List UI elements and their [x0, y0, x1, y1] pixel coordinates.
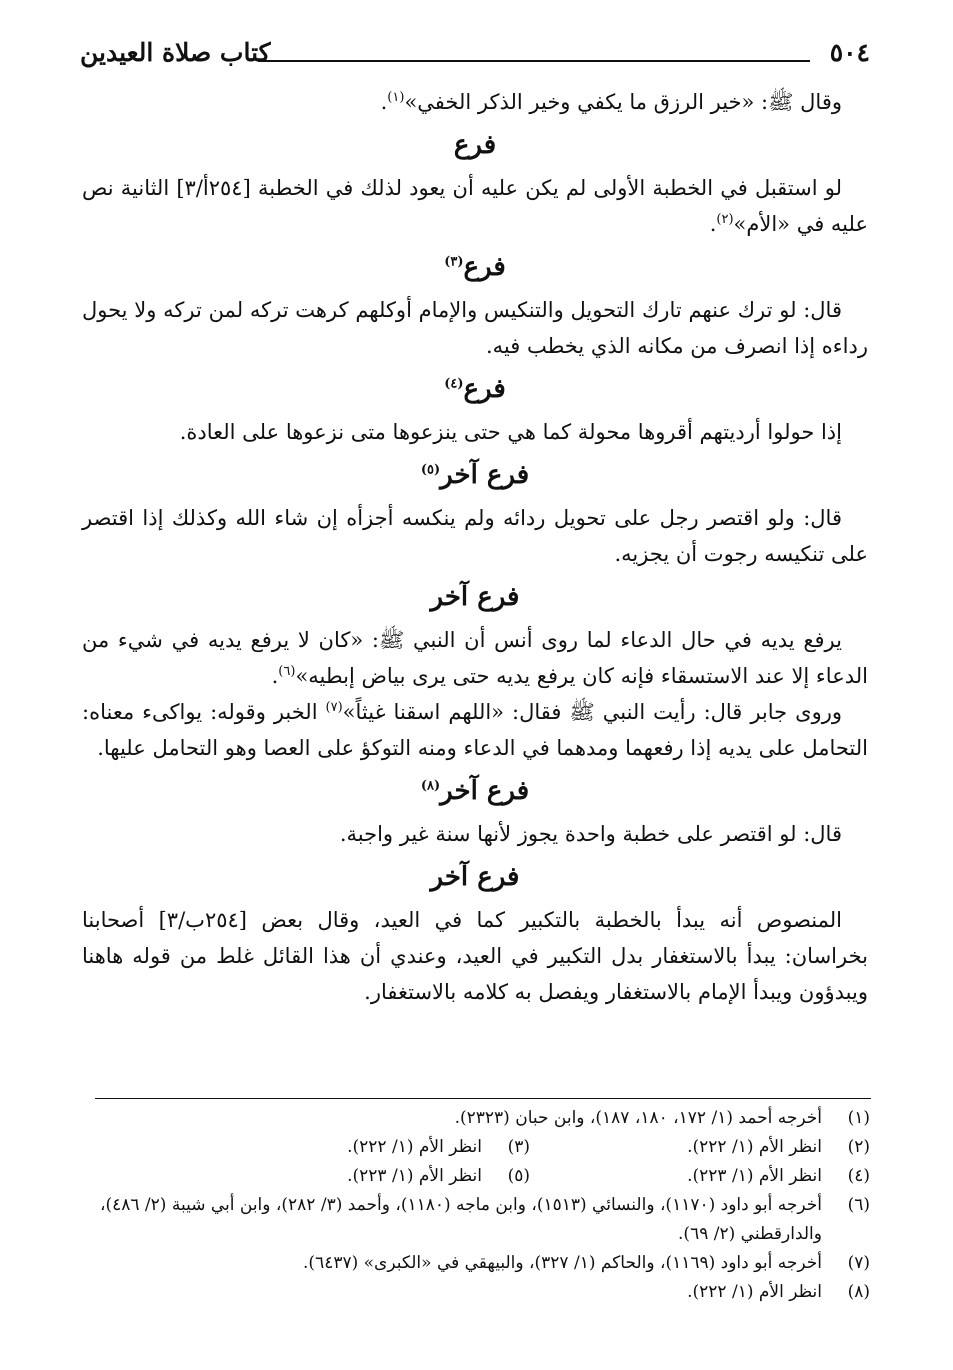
- section-heading-6: فرع آخر$^{(٨)}$: [420, 776, 530, 806]
- page-number: ٥٠٤: [829, 38, 870, 67]
- section-heading-1: فرع: [453, 130, 497, 160]
- section-heading-3: فرع$^{(٤)}$: [444, 374, 506, 404]
- footnote-ref-2: (٢): [716, 212, 734, 227]
- paragraph-3: قال: لو ترك عنهم تارك التحويل والتنكيس والإمام أوكلهم كرهت تركه لمن تركه ولا يحول رداءه إذا انصرف من مكانه الذي يخطب فيه.: [82, 298, 868, 358]
- running-header: [80, 34, 870, 78]
- section-heading-5: فرع آخر: [430, 582, 520, 612]
- footnote-row-4-5: [90, 1162, 870, 1191]
- footnote-1: (١) أخرجه أحمد (١/ ١٧٢، ١٨٠، ١٨٧)، وابن حبان (٢٣٢٣).: [454, 1108, 870, 1128]
- footnote-7: (٧) أخرجه أبو داود (١١٦٩)، والحاكم (١/ ٣٢٧)، والبيهقي في «الكبرى» (٦٤٣٧).: [303, 1253, 870, 1273]
- paragraph-8: قال: لو اقتصر على خطبة واحدة يجوز لأنها سنة غير واجبة.: [339, 822, 842, 846]
- section-heading-7: فرع آخر: [430, 862, 520, 892]
- footnote-8: (٨) انظر الأم (١/ ٢٢٢).: [687, 1282, 870, 1302]
- footnote-ref-4: (٤): [444, 376, 464, 392]
- footnote-ref-3: (٣): [444, 254, 464, 270]
- section-heading-2: فرع$^{(٣)}$: [444, 252, 506, 282]
- footnote-ref-8: (٨): [420, 778, 441, 794]
- footnote-ref-7: (٧): [325, 700, 343, 715]
- footnote-ref-5: (٥): [420, 462, 441, 478]
- paragraph-2: لو استقبل في الخطبة الأولى لم يكن عليه أن يعود لذلك في الخطبة [٢٥٤أ/٣] الثانية نص عليه في «الأم»$^{(٢)}$.: [82, 176, 868, 236]
- footnote-5: (٥) انظر الأم (١/ ٢٢٣).: [347, 1166, 530, 1186]
- paragraph-5: قال: ولو اقتصر رجل على تحويل ردائه ولم ينكسه أجزأه إن شاء الله وكذلك إذا اقتصر على تنكيسه رجوت أن يجزيه.: [82, 506, 868, 566]
- paragraph-9: المنصوص أنه يبدأ بالخطبة بالتكبير كما في العيد، وقال بعض [٢٥٤ب/٣] أصحابنا بخراسان: يبدأ بالاستغفار بدل التكبير في العيد، وعندي أن هذا القائل غلط من قوله هاهنا ويبدؤون ويبدأ الإمام بالاستغفار ويفصل به كلامه بالاستغفار.: [82, 908, 868, 1004]
- footnote-3: (٣) انظر الأم (١/ ٢٢٢).: [347, 1137, 530, 1157]
- paragraph-1: وقال ﷺ: «خير الرزق ما يكفي وخير الذكر الخفي»$^{(١)}$.: [380, 90, 842, 114]
- header-rule: [258, 60, 810, 62]
- section-heading-4: فرع آخر$^{(٥)}$: [420, 460, 530, 490]
- paragraph-7: وروى جابر قال: رأيت النبي ﷺ فقال: «اللهم اسقنا غيثاً»$^{(٧)}$ الخبر وقوله: يواكىء معناه: التحامل على يديه إذا رفعهما ومدهما في الدعاء ومنه التوكؤ على العصا وهو التحامل عليها.: [82, 700, 868, 760]
- footnote-ref-1: (١): [387, 90, 405, 105]
- footnote-separator: [95, 1098, 871, 1099]
- main-text: [82, 84, 868, 1010]
- paragraph-4: إذا حولوا أرديتهم أقروها محولة كما هي حتى ينزعوها متى نزعوها على العادة.: [179, 420, 842, 444]
- footnote-4: (٤) انظر الأم (١/ ٢٢٣).: [687, 1166, 870, 1186]
- footnote-6: (٦) أخرجه أبو داود (١١٧٠)، والنسائي (١٥١٣)، وابن ماجه (١١٨٠)، وأحمد (٣/ ٢٨٢)، وابن أبي شيبة (٢/ ٤٨٦)، والدارقطني (٢/ ٦٩).: [99, 1195, 870, 1244]
- footnotes: [90, 1104, 870, 1307]
- footnote-row-2-3: [90, 1133, 870, 1162]
- footnote-ref-6: (٦): [278, 664, 296, 679]
- chapter-title: كتاب صلاة العيدين: [80, 38, 271, 67]
- footnote-2: (٢) انظر الأم (١/ ٢٢٢).: [687, 1137, 870, 1157]
- paragraph-6: يرفع يديه في حال الدعاء لما روى أنس أن النبي ﷺ: «كان لا يرفع يديه في شيء من الدعاء إلا عند الاستسقاء فإنه كان يرفع يديه حتى يرى بياض إبطيه»$^{(٦)}$.: [82, 628, 868, 688]
